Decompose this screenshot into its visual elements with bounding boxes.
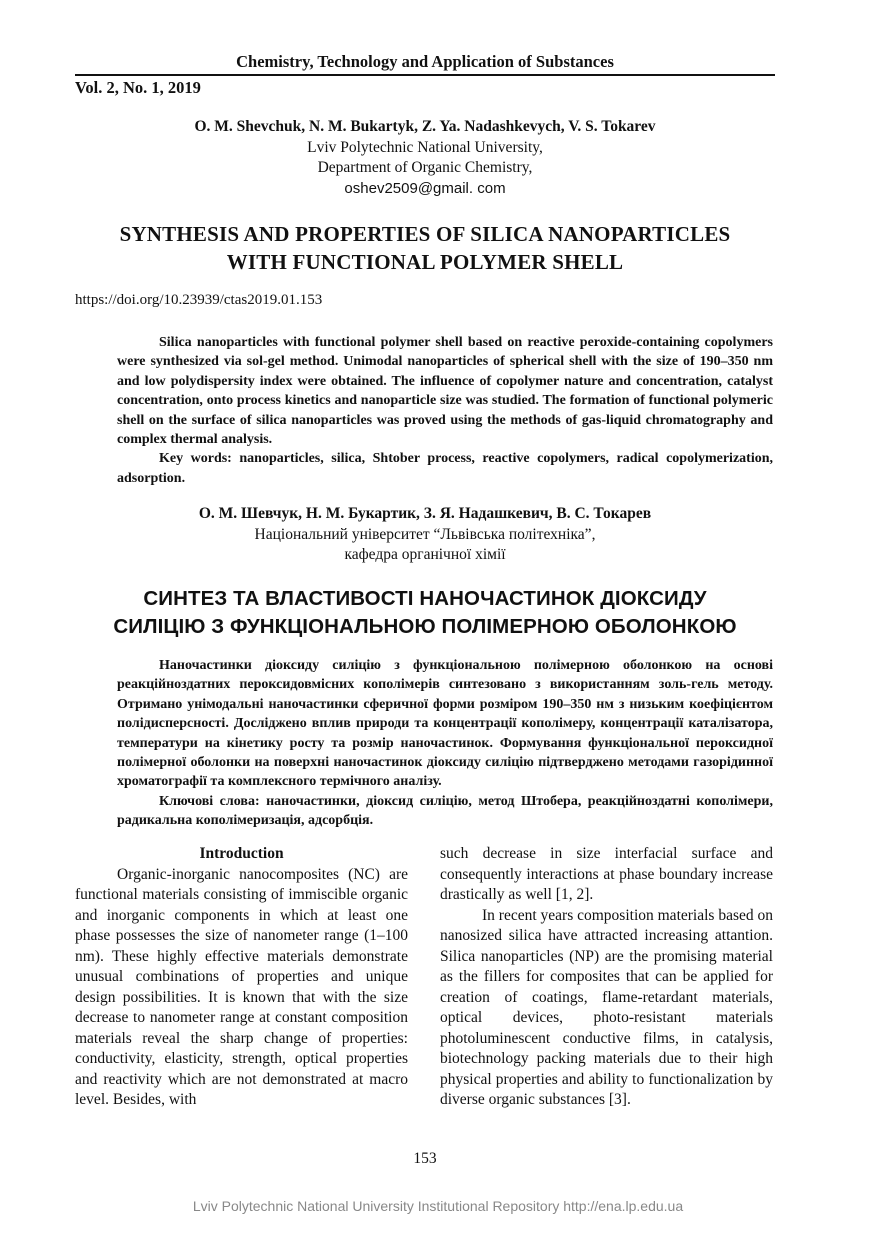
ukrainian-authors: О. М. Шевчук, Н. М. Букартик, З. Я. Надашкевич, В. С. Токарев (198, 505, 652, 522)
english-author-block (75, 117, 775, 199)
ukrainian-abstract-text: Наночастинки діоксиду силіцію з функціональною полімерною оболонкою на основі реакційноздатних пероксидовмісних кополімерів синтезовано з використанням золь-гель методу. Отримано унімодальні наночастинки сферичної форми розміром 190–350 нм з низьким коефіцієнтом полідисперсності. Досліджено вплив природи та концентрації кополімеру, концентрації каталізатора, температури на кінетику росту та розмір наночастинок. Формування функціональної пероксидної полімерної оболонки на поверхні наночастинок діоксиду силіцію підтверджено методами газорідинної хроматографії та комплексного термічного аналізу. (117, 658, 773, 790)
introduction-heading: Introduction (199, 845, 284, 862)
body-column-left (75, 844, 408, 1111)
page-number: 153 (413, 1150, 437, 1167)
english-affiliation-university: Lviv Polytechnic National University, (307, 138, 543, 156)
body-column-right (440, 844, 773, 1111)
ukrainian-title-line-2: СИЛІЦІЮ З ФУНКЦІОНАЛЬНОЮ ПОЛІМЕРНОЮ ОБОЛОНКОЮ (113, 615, 737, 638)
english-authors: O. M. Shevchuk, N. M. Bukartyk, Z. Ya. Nadashkevych, V. S. Tokarev (194, 118, 656, 135)
ukrainian-title (75, 585, 775, 641)
ukrainian-abstract (117, 656, 773, 831)
header-rule (75, 74, 775, 76)
english-affiliation-department: Department of Organic Chemistry, (317, 159, 533, 176)
english-title-line-2: WITH FUNCTIONAL POLYMER SHELL (226, 250, 624, 274)
introduction-paragraph-1-continued: such decrease in size interfacial surface and consequently interactions at phase boundary increase drastically as well [1, 2]. (440, 845, 773, 903)
english-title-line-1: SYNTHESIS AND PROPERTIES OF SILICA NANOPARTICLES (119, 222, 731, 246)
english-abstract (117, 333, 773, 488)
introduction-paragraph-1: Organic-inorganic nanocomposites (NC) are functional materials consisting of immiscible organic and inorganic components in which at least one phase possesses the size of nanometer range (1–100 nm). These highly effective materials demonstrate unusual combinations of properties and unique design possibilities. It is known that with the size decrease to nanometer range at constant composition materials reveal the sharp change of properties: conductivity, elasticity, strength, optical properties and reactivity which are not demonstrated at macro level. Besides, with (75, 865, 408, 1108)
ukrainian-title-line-1: СИНТЕЗ ТА ВЛАСТИВОСТІ НАНОЧАСТИНОК ДІОКСИДУ (143, 587, 707, 610)
doi-link[interactable]: https://doi.org/10.23939/ctas2019.01.153 (75, 292, 323, 308)
english-title (75, 220, 775, 276)
author-email: oshev2509@gmail. com (344, 179, 506, 197)
volume-info: Vol. 2, No. 1, 2019 (75, 78, 201, 97)
introduction-paragraph-2: In recent years composition materials based on nanosized silica have attracted increasing attantion. Silica nanoparticles (NP) are the promising material as the fillers for composites that can be applied for creation of coatings, flame-retardant materials, optical devices, photo-resistant materials photoluminescent conductive films, in catalysis, biotechnology packing materials due to their high physical properties and ability to functionalization by diverse organic substances [3]. (440, 906, 773, 1108)
ukrainian-affiliation-department: кафедра органічної хімії (344, 546, 506, 563)
ukrainian-affiliation-university: Національний університет “Львівська політехніка”, (254, 525, 596, 543)
english-abstract-text: Silica nanoparticles with functional polymer shell based on reactive peroxide-containing copolymers were synthesized via sol-gel method. Unimodal nanoparticles of spherical shell with the size of 190–350 nm and low polydispersity index were obtained. The influence of copolymer nature and concentration, catalyst concentration, onto process kinetics and nanoparticle size was studied. The formation of functional polymeric shell on the surface of silica nanoparticles was proved using the methods of gas-liquid chromatography and complex thermal analysis. (117, 335, 773, 448)
ukrainian-keywords: Ключові слова: наночастинки, діоксид силіцію, метод Штобера, реакційноздатні кополімери, радикальна кополімеризація, адсорбція. (117, 793, 773, 829)
repository-footer: Lviv Polytechnic National University Institutional Repository http://ena.lp.edu.ua (192, 1198, 684, 1214)
journal-title: Chemistry, Technology and Application of Substances (236, 52, 614, 71)
ukrainian-author-block (75, 504, 775, 566)
english-keywords: Key words: nanoparticles, silica, Shtober process, reactive copolymers, radical copolymerization, adsorption. (117, 451, 773, 486)
